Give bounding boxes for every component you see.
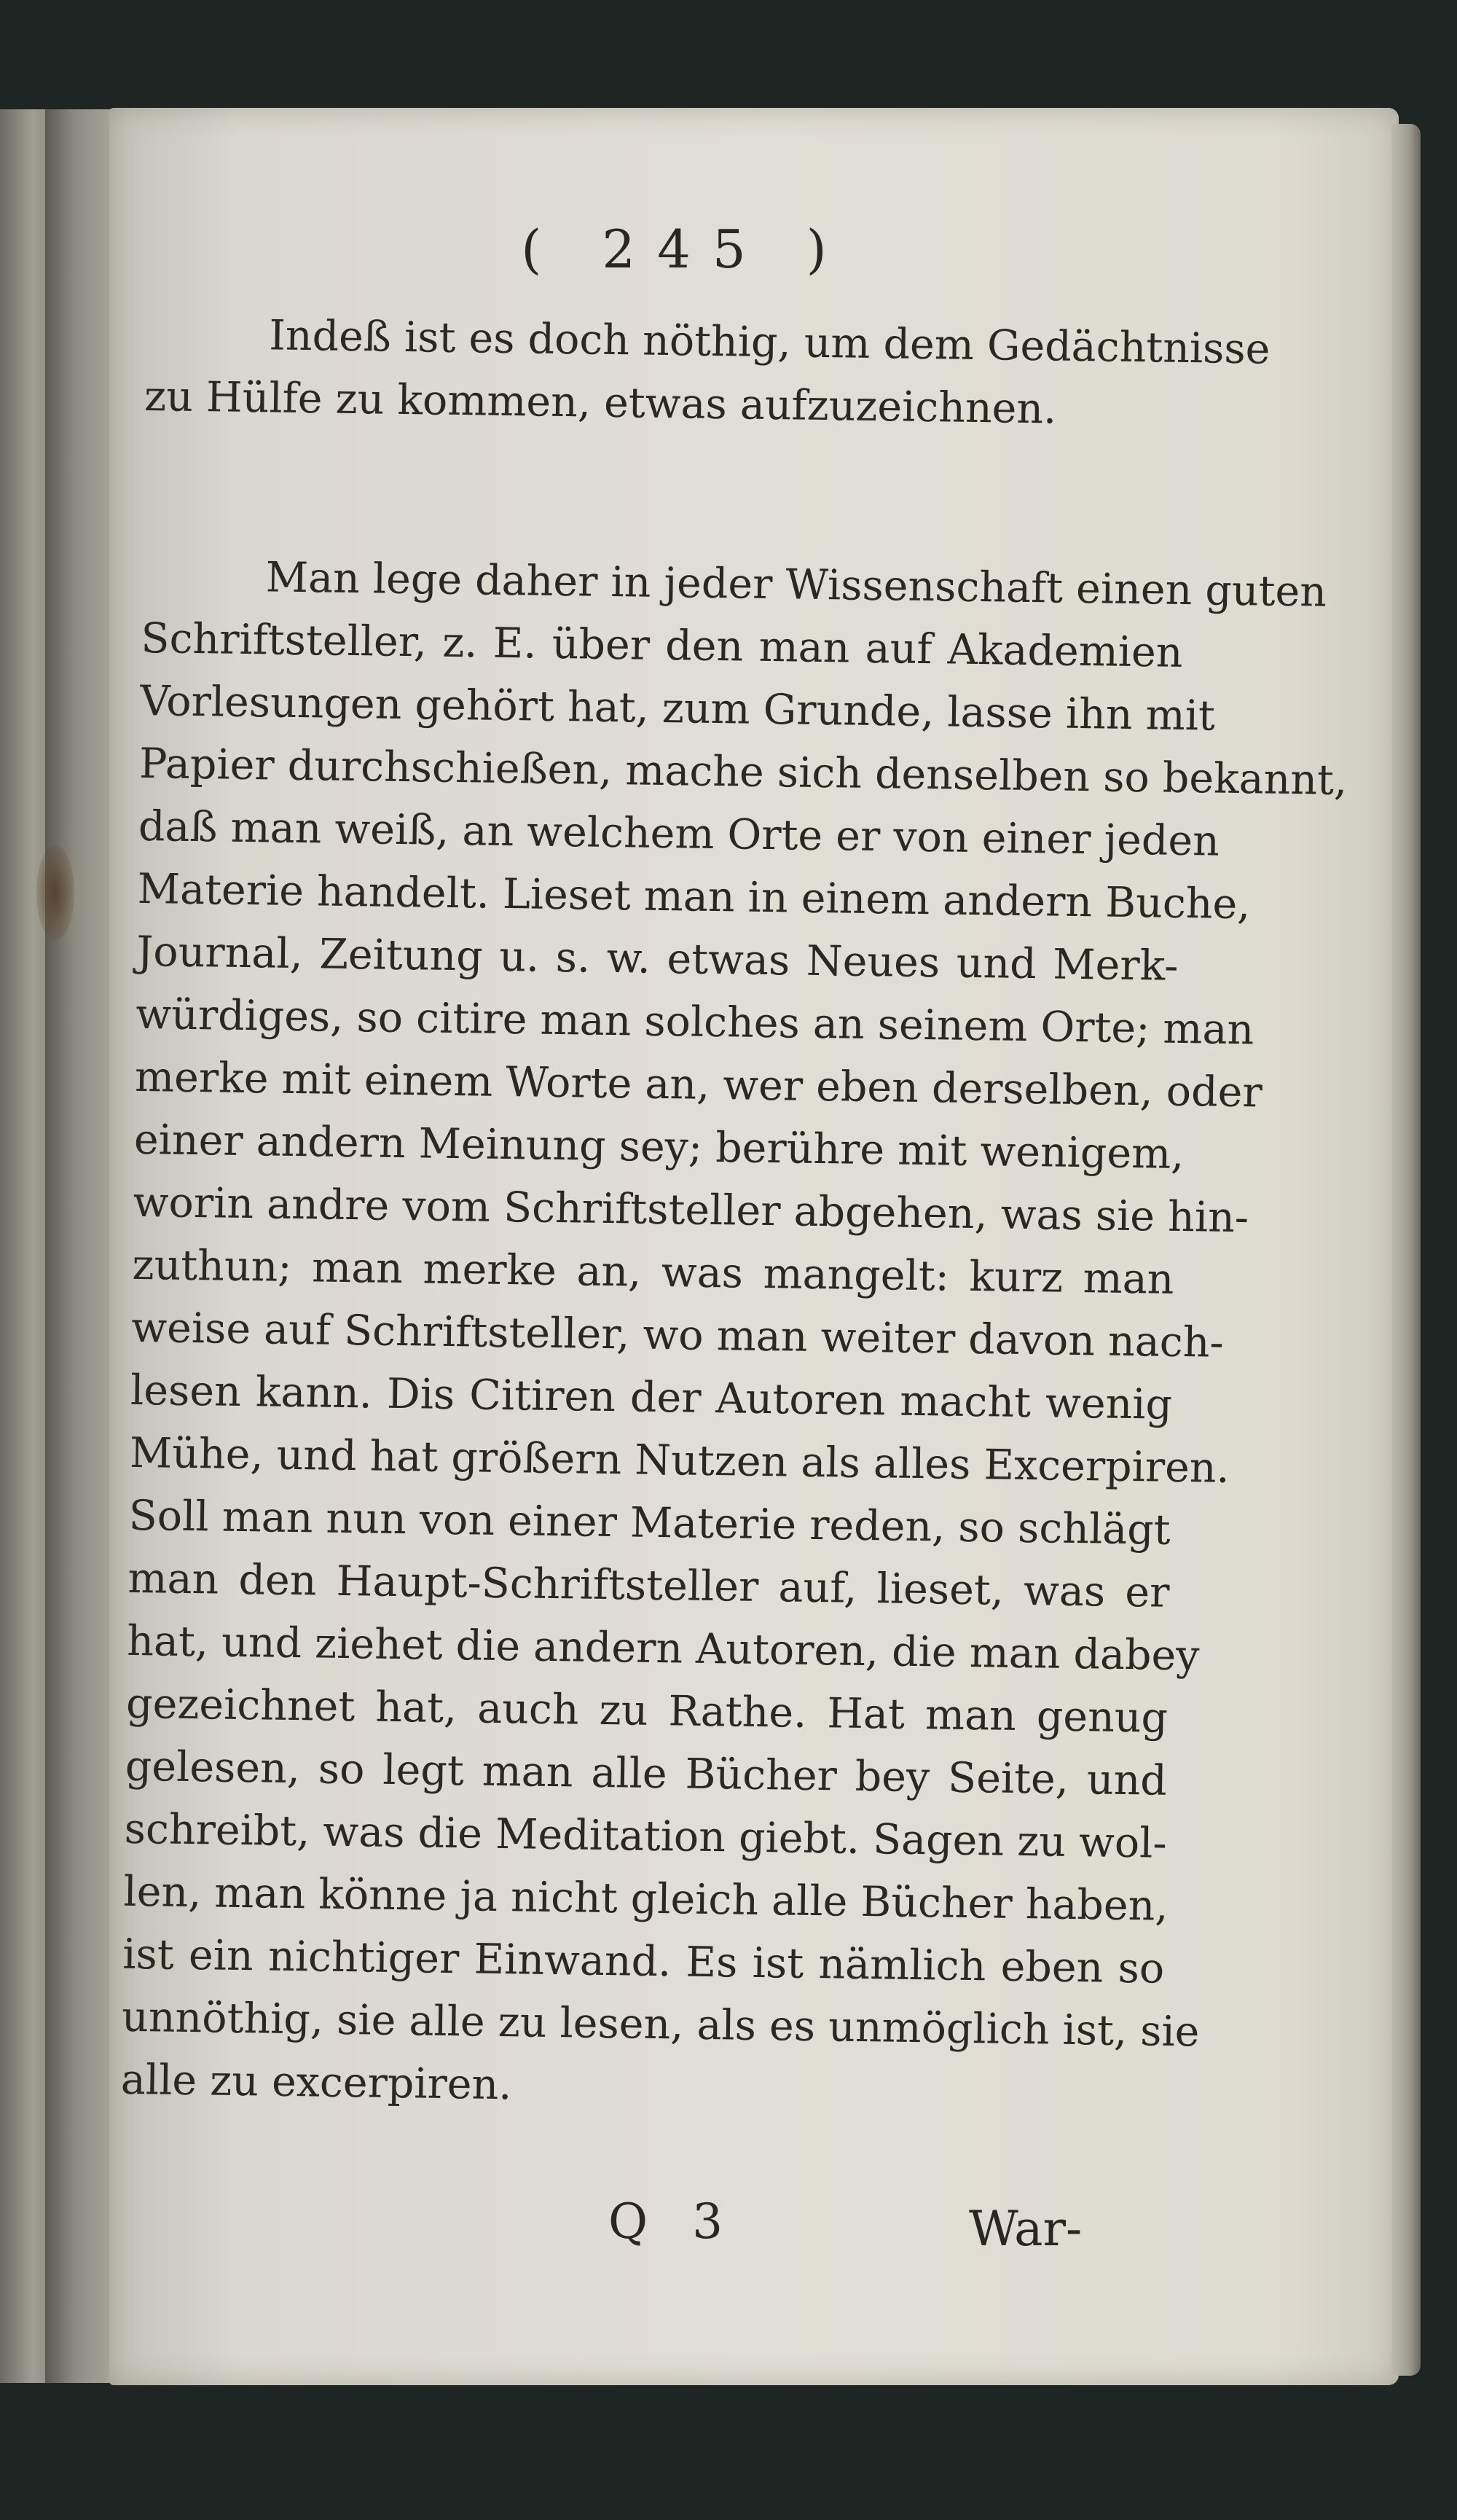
paragraph-2	[120, 544, 1348, 2126]
text-line: einer andern Meinung sey; berühre mit wenigem,	[133, 1115, 1185, 1179]
text-line: zu Hülfe zu kommen, etwas aufzuzeichnen.	[144, 372, 1057, 434]
text-line: gezeichnet hat, auch zu Rathe. Hat man genug	[125, 1679, 1169, 1742]
page-footer	[0, 2194, 1457, 2266]
paragraph-gap	[142, 428, 1185, 559]
text-line: Papier durchschießen, mache sich denselben so bekannt,	[138, 739, 1348, 805]
page-number: ( 245 )	[521, 219, 849, 280]
text-line: Indeß ist es doch nöthig, um dem Gedächtnisse	[268, 311, 1271, 374]
text-line: worin andre vom Schriftsteller abgehen, was sie hin-	[133, 1178, 1249, 1243]
text-line: Materie handelt. Lieset man in einem andern Buche,	[137, 864, 1251, 929]
text-line: len, man könne ja nicht gleich alle Bücher haben,	[123, 1867, 1169, 1930]
text-line: schreibt, was die Meditation giebt. Sagen zu wol-	[124, 1804, 1168, 1868]
text-line: daß man weiß, an welchem Orte er von einer jeden	[138, 802, 1220, 866]
text-line: Mühe, und hat größern Nutzen als alles Excerpiren.	[129, 1428, 1230, 1492]
text-line: weise auf Schriftsteller, wo man weiter davon nach-	[130, 1303, 1225, 1367]
page-stain	[36, 845, 74, 940]
body-text	[120, 302, 1348, 2126]
text-line: gelesen, so legt man alle Bücher bey Seite, und	[125, 1742, 1168, 1805]
text-line: hat, und ziehet die andern Autoren, die man dabey	[126, 1616, 1200, 1680]
text-line: zuthun; man merke an, was mangelt: kurz man	[132, 1240, 1174, 1304]
text-line: Vorlesungen gehört hat, zum Grunde, lasse ihn mit	[139, 676, 1216, 740]
text-line: ist ein nichtiger Einwand. Es ist nämlich eben so	[122, 1930, 1165, 1993]
page-stack-edge	[1391, 124, 1421, 2376]
text-line: lesen kann. Dis Citiren der Autoren macht wenig	[130, 1366, 1173, 1429]
text-line: würdiges, so citire man solches an seinem Orte; man	[135, 990, 1254, 1054]
text-line: Schriftsteller, z. E. über den man auf Akademien	[141, 614, 1183, 677]
text-line: merke mit einem Worte an, wer eben derselben, oder	[134, 1052, 1263, 1117]
paragraph-1	[144, 302, 1271, 442]
text-line: alle zu excerpiren.	[120, 2055, 512, 2110]
catchword: War-	[969, 2201, 1083, 2257]
text-line: Man lege daher in jeder Wissenschaft einen guten	[265, 553, 1327, 617]
text-line: man den Haupt-Schriftsteller auf, lieset, was er	[127, 1554, 1170, 1617]
signature-mark: Q 3	[608, 2194, 738, 2250]
text-line: Journal, Zeitung u. s. w. etwas Neues und Merk-	[136, 927, 1179, 990]
text-line: Soll man nun von einer Materie reden, so schlägt	[128, 1491, 1171, 1554]
text-line: unnöthig, sie alle zu lesen, als es unmöglich ist, sie	[121, 1992, 1200, 2057]
